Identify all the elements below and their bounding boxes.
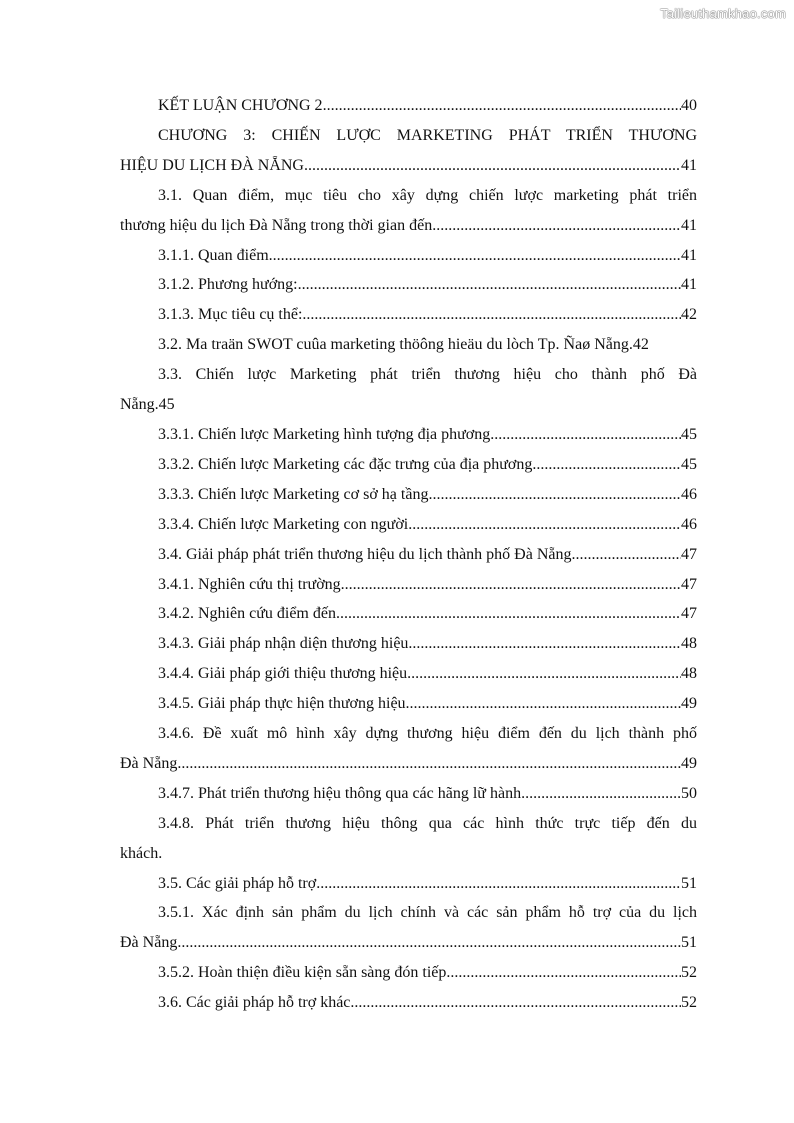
toc-entry-title-line2: Đà Nẵng: [120, 754, 178, 772]
toc-entry-3-6[interactable]: [120, 988, 697, 1018]
toc-page-number: 50: [681, 784, 697, 802]
dot-leader: [304, 151, 681, 181]
toc-entry-3-1-3[interactable]: [120, 300, 697, 330]
toc-entry-title-line1: 3.5.1. Xác định sản phẩm du lịch chính và các sản phẩm hỗ trợ của du lịch: [158, 904, 697, 922]
toc-page-number: 48: [681, 665, 697, 683]
toc-entry-title: 3.3.4. Chiến lược Marketing con người: [158, 515, 409, 533]
toc-entry-title: 3.1.2. Phương hướng:: [158, 276, 298, 294]
toc-entry-title-line2: HIỆU DU LỊCH ĐÀ NẴNG: [120, 156, 304, 174]
dot-leader: [490, 420, 681, 450]
toc-entry-ket-luan-chuong-2[interactable]: [120, 91, 697, 121]
toc-entry-3-1-2[interactable]: [120, 270, 697, 300]
dot-leader: [428, 480, 681, 510]
toc-entry-title-line1: 3.3. Chiến lược Marketing phát triển thương hiệu cho thành phố Đà: [158, 366, 697, 384]
toc-entry-title-line2: thương hiệu du lịch Đà Nẵng trong thời gian đến: [120, 216, 433, 234]
toc-page-number: 45: [681, 455, 697, 473]
toc-entry-3-3-3[interactable]: [120, 480, 697, 510]
toc-entry-3-4-5[interactable]: [120, 689, 697, 719]
toc-entry-3-5-2[interactable]: [120, 958, 697, 988]
toc-entry-title: 3.4.4. Giải pháp giới thiệu thương hiệu: [158, 665, 408, 683]
dot-leader: [177, 749, 681, 779]
toc-page-number: 48: [681, 635, 697, 653]
toc-entry-3-4-3[interactable]: [120, 629, 697, 659]
toc-page-number: 40: [681, 97, 697, 114]
toc-entry-chuong-3[interactable]: [120, 121, 697, 181]
toc-entry-3-4-1[interactable]: [120, 570, 697, 600]
toc-entry-title-line1: 3.4.8. Phát triển thương hiệu thông qua các hình thức trực tiếp đến du: [158, 814, 697, 832]
toc-entry-3-4-2[interactable]: [120, 599, 697, 629]
toc-page-number: 49: [681, 754, 697, 772]
dot-leader: [408, 629, 681, 659]
toc-page-number: 41: [681, 276, 697, 294]
toc-entry-title: 3.4.3. Giải pháp nhận diện thương hiệu: [158, 635, 409, 653]
toc-entry-title-line2: Đà Nẵng: [120, 934, 178, 952]
dot-leader: [406, 689, 681, 719]
toc-entry-3-3[interactable]: [120, 360, 697, 420]
toc-page-number: 41: [681, 156, 697, 174]
toc-page-number: 46: [681, 515, 697, 533]
toc-page-number: 49: [681, 695, 697, 713]
toc-page-number: 46: [681, 485, 697, 503]
dot-leader: [532, 450, 681, 480]
toc-entry-title: KẾT LUẬN CHƯƠNG 2: [158, 97, 323, 114]
toc-entry-title: 3.4.7. Phát triển thương hiệu thông qua các hãng lữ hành: [158, 784, 522, 802]
toc-entry-3-5-1[interactable]: [120, 898, 697, 958]
toc-entry-3-3-2[interactable]: [120, 450, 697, 480]
watermark-text: Tailieuthamkhao.com: [660, 6, 786, 21]
toc-entry-title: 3.3.2. Chiến lược Marketing các đặc trưng của địa phương: [158, 455, 533, 473]
dot-leader: [323, 91, 681, 121]
toc-entry-3-4-4[interactable]: [120, 659, 697, 689]
dot-leader: [302, 300, 681, 330]
toc-entry-title: 3.1.3. Mục tiêu cụ thể:: [158, 306, 303, 324]
toc-entry-3-1[interactable]: [120, 181, 697, 241]
dot-leader: [521, 779, 681, 809]
toc-entry-3-4-8[interactable]: [120, 809, 697, 869]
dot-leader: [350, 988, 681, 1018]
toc-entry-3-5[interactable]: [120, 869, 697, 899]
toc-entry-title: 3.6. Các giải pháp hỗ trợ khác: [158, 994, 351, 1012]
toc-entry-title-line1: 3.1. Quan điểm, mục tiêu cho xây dựng chiến lược marketing phát triển: [158, 186, 697, 204]
toc-page-number: 51: [681, 934, 697, 952]
dot-leader: [177, 928, 681, 958]
toc-entry-3-3-1[interactable]: [120, 420, 697, 450]
dot-leader: [298, 270, 681, 300]
toc-page-number: 41: [681, 216, 697, 234]
toc-entry-title: 3.4.5. Giải pháp thực hiện thương hiệu: [158, 695, 406, 713]
dot-leader: [269, 241, 681, 271]
toc-page-number: 41: [681, 246, 697, 264]
toc-entry-title: 3.3.1. Chiến lược Marketing hình tượng địa phương: [158, 425, 491, 443]
toc-entry-3-4[interactable]: [120, 540, 697, 570]
toc-entry-title-line2: Nẵng.45: [120, 396, 175, 414]
toc-page-number: 52: [681, 994, 697, 1012]
dot-leader: [572, 540, 682, 570]
dot-leader: [407, 659, 681, 689]
toc-page-number: 47: [681, 575, 697, 593]
toc-entry-3-4-6[interactable]: [120, 719, 697, 779]
toc-entry-title: 3.4.2. Nghiên cứu điểm đến: [158, 605, 336, 623]
toc-page-number: 47: [681, 545, 697, 563]
table-of-contents: [120, 91, 697, 1018]
toc-page-number: 47: [681, 605, 697, 623]
dot-leader: [341, 570, 681, 600]
dot-leader: [316, 869, 681, 899]
toc-page-number: 42: [681, 306, 697, 324]
dot-leader: [408, 510, 681, 540]
toc-page-number: 45: [681, 425, 697, 443]
dot-leader: [446, 958, 681, 988]
toc-entry-title-line1: 3.4.6. Đề xuất mô hình xây dựng thương hiệu điểm đến du lịch thành phố: [158, 725, 697, 743]
toc-entry-title: 3.1.1. Quan điểm: [158, 246, 269, 264]
toc-entry-title: 3.4. Giải pháp phát triển thương hiệu du lịch thành phố Đà Nẵng: [158, 545, 572, 563]
toc-entry-title-line2: khách.: [120, 844, 163, 862]
toc-page-number: 52: [681, 964, 697, 982]
toc-entry-3-3-4[interactable]: [120, 510, 697, 540]
toc-entry-title: 3.3.3. Chiến lược Marketing cơ sở hạ tầng: [158, 485, 429, 503]
toc-entry-3-2[interactable]: [120, 330, 697, 360]
toc-entry-title-line1: CHƯƠNG 3: CHIẾN LƯỢC MARKETING PHÁT TRIỂN THƯƠNG: [158, 126, 697, 144]
toc-entry-title: 3.5. Các giải pháp hỗ trợ: [158, 874, 317, 892]
toc-entry-title: 3.4.1. Nghiên cứu thị trường: [158, 575, 341, 593]
toc-page-number: 51: [681, 874, 697, 892]
dot-leader: [432, 211, 681, 241]
toc-entry-3-4-7[interactable]: [120, 779, 697, 809]
dot-leader: [336, 599, 681, 629]
toc-entry-title: 3.2. Ma traän SWOT cuûa marketing thöông hieäu du lòch Tp. Ñaø Nẵng.42: [158, 336, 649, 354]
toc-entry-3-1-1[interactable]: [120, 241, 697, 271]
toc-entry-title: 3.5.2. Hoàn thiện điều kiện sẵn sàng đón tiếp: [158, 964, 447, 982]
